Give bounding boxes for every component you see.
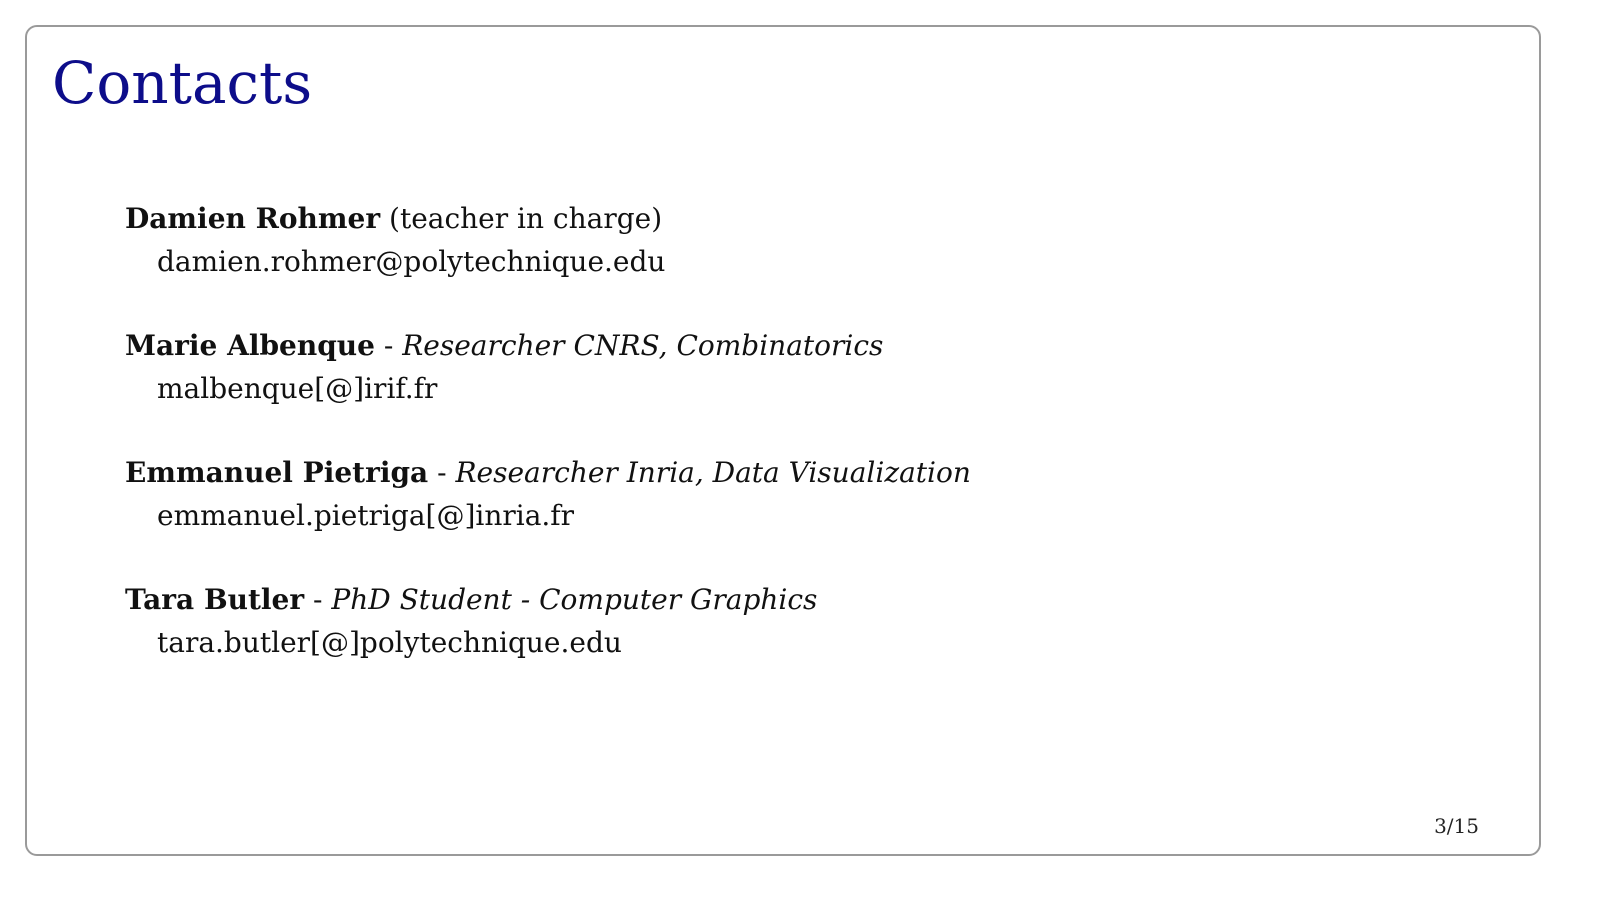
contact-name: Marie Albenque bbox=[125, 329, 375, 362]
contact-separator: - bbox=[428, 456, 456, 489]
contact-entry bbox=[125, 578, 971, 705]
contact-email: tara.butler[@]polytechnique.edu bbox=[157, 626, 622, 659]
contact-entry bbox=[125, 197, 971, 324]
contact-name: Emmanuel Pietriga bbox=[125, 456, 429, 489]
contact-role: Researcher Inria, Data Visualization bbox=[455, 456, 971, 489]
contact-entry bbox=[125, 324, 971, 451]
contact-header bbox=[125, 197, 971, 240]
contact-note: (teacher in charge) bbox=[389, 202, 663, 235]
contact-separator: - bbox=[374, 329, 403, 362]
contact-header bbox=[125, 324, 971, 367]
slide-frame bbox=[25, 25, 1541, 856]
contact-name: Damien Rohmer bbox=[125, 202, 381, 235]
contact-name: Tara Butler bbox=[125, 583, 305, 616]
contact-header bbox=[125, 578, 971, 621]
contact-email: emmanuel.pietriga[@]inria.fr bbox=[157, 499, 575, 532]
contact-header bbox=[125, 451, 971, 494]
contact-email: damien.rohmer@polytechnique.edu bbox=[157, 245, 666, 278]
contact-separator bbox=[380, 202, 389, 235]
contact-email: malbenque[@]irif.fr bbox=[157, 372, 438, 405]
contact-role: PhD Student - Computer Graphics bbox=[331, 583, 818, 616]
contact-role: Researcher CNRS, Combinatorics bbox=[402, 329, 884, 362]
contact-list bbox=[125, 197, 971, 705]
page-number: 3/15 bbox=[1434, 814, 1479, 838]
slide-title: Contacts bbox=[52, 49, 313, 117]
contact-entry bbox=[125, 451, 971, 578]
contact-separator: - bbox=[304, 583, 332, 616]
